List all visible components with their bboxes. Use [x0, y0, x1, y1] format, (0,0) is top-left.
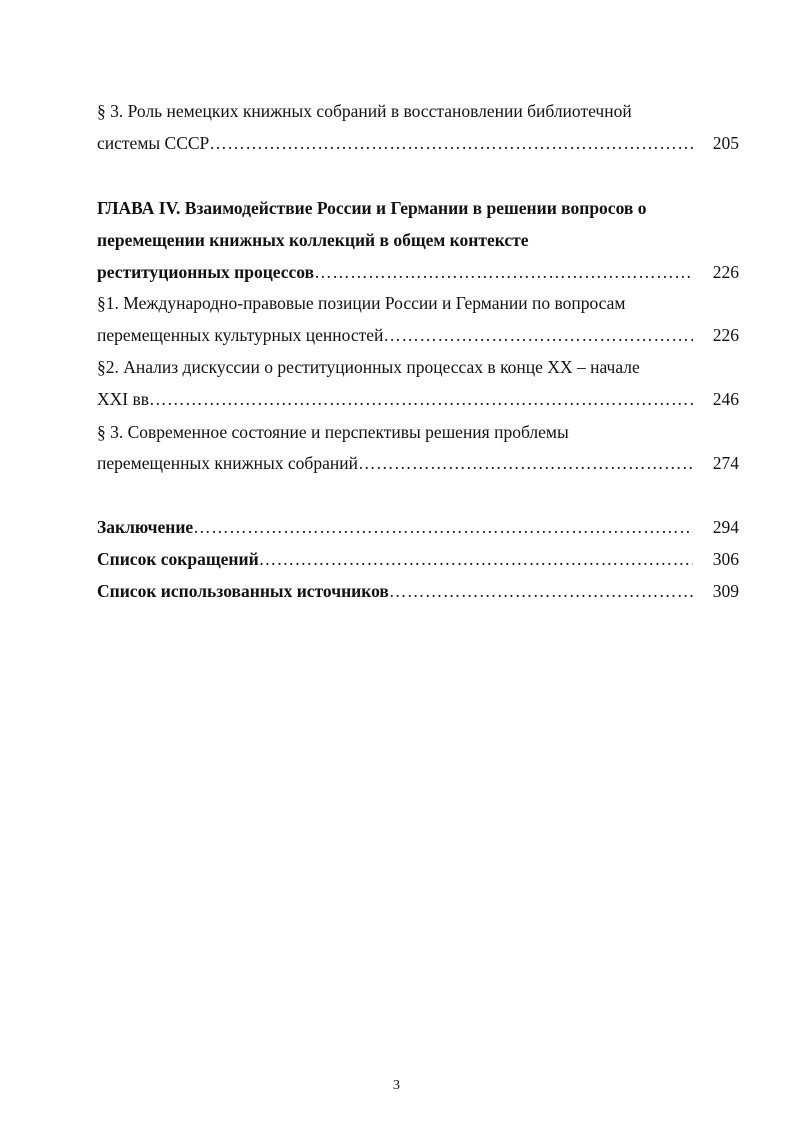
toc-entry-text: перемещенных культурных ценностей — [97, 325, 384, 345]
toc-entry-text: §2. Анализ дискуссии о реституционных процессах в конце XX – начале — [97, 357, 640, 377]
toc-entry-line — [97, 515, 739, 539]
dot-leader — [193, 515, 693, 539]
toc-page-number: 226 — [712, 262, 739, 282]
toc-entry-line — [97, 99, 697, 123]
toc-page-number: 309 — [712, 581, 739, 601]
toc-entry-line — [97, 228, 697, 252]
toc-entry-text: §1. Международно-правовые позиции России и Германии по вопросам — [97, 293, 626, 313]
dot-leader — [389, 579, 693, 603]
page-number: 3 — [393, 1078, 400, 1093]
toc-entry-text: системы СССР — [97, 133, 210, 153]
toc-entry-line — [97, 579, 739, 603]
toc-entry-text: реституционных процессов — [97, 262, 315, 282]
toc-entry-text: ГЛАВА IV. Взаимодействие России и Германии в решении вопросов о — [97, 198, 647, 218]
dot-leader — [259, 547, 693, 571]
toc-page-number: 306 — [712, 549, 739, 569]
toc-entry-line — [97, 260, 739, 284]
toc-page-number: 274 — [712, 453, 739, 473]
toc-page-number: 205 — [712, 133, 739, 153]
toc-entry-line — [97, 547, 739, 571]
toc-page-number: 246 — [712, 389, 739, 409]
toc-entry-text: Список сокращений — [97, 549, 259, 569]
dot-leader — [383, 323, 693, 347]
toc-entry-line — [97, 291, 697, 315]
dot-leader — [314, 260, 693, 284]
toc-entry-text: § 3. Современное состояние и перспективы решения проблемы — [97, 422, 569, 442]
toc-entry-text: перемещении книжных коллекций в общем контексте — [97, 230, 529, 250]
dot-leader — [358, 451, 693, 475]
toc-entry-text: Заключение — [97, 517, 194, 537]
toc-entry-text: § 3. Роль немецких книжных собраний в восстановлении библиотечной — [97, 101, 632, 121]
toc-entry-text: перемещенных книжных собраний — [97, 453, 358, 473]
toc-page-number: 294 — [712, 517, 739, 537]
dot-leader — [149, 387, 693, 411]
dot-leader — [209, 131, 693, 155]
toc-entry-line — [97, 196, 697, 220]
toc-entry-text: XXI вв — [97, 389, 150, 409]
toc-entry-line — [97, 355, 697, 379]
toc-page-number: 226 — [712, 325, 739, 345]
toc-entry-line — [97, 420, 697, 444]
toc-entry-line — [97, 387, 739, 411]
toc-entry-line — [97, 451, 739, 475]
toc-entry-line — [97, 323, 739, 347]
toc-entry-text: Список использованных источников — [97, 581, 389, 601]
toc-entry-line — [97, 131, 739, 155]
